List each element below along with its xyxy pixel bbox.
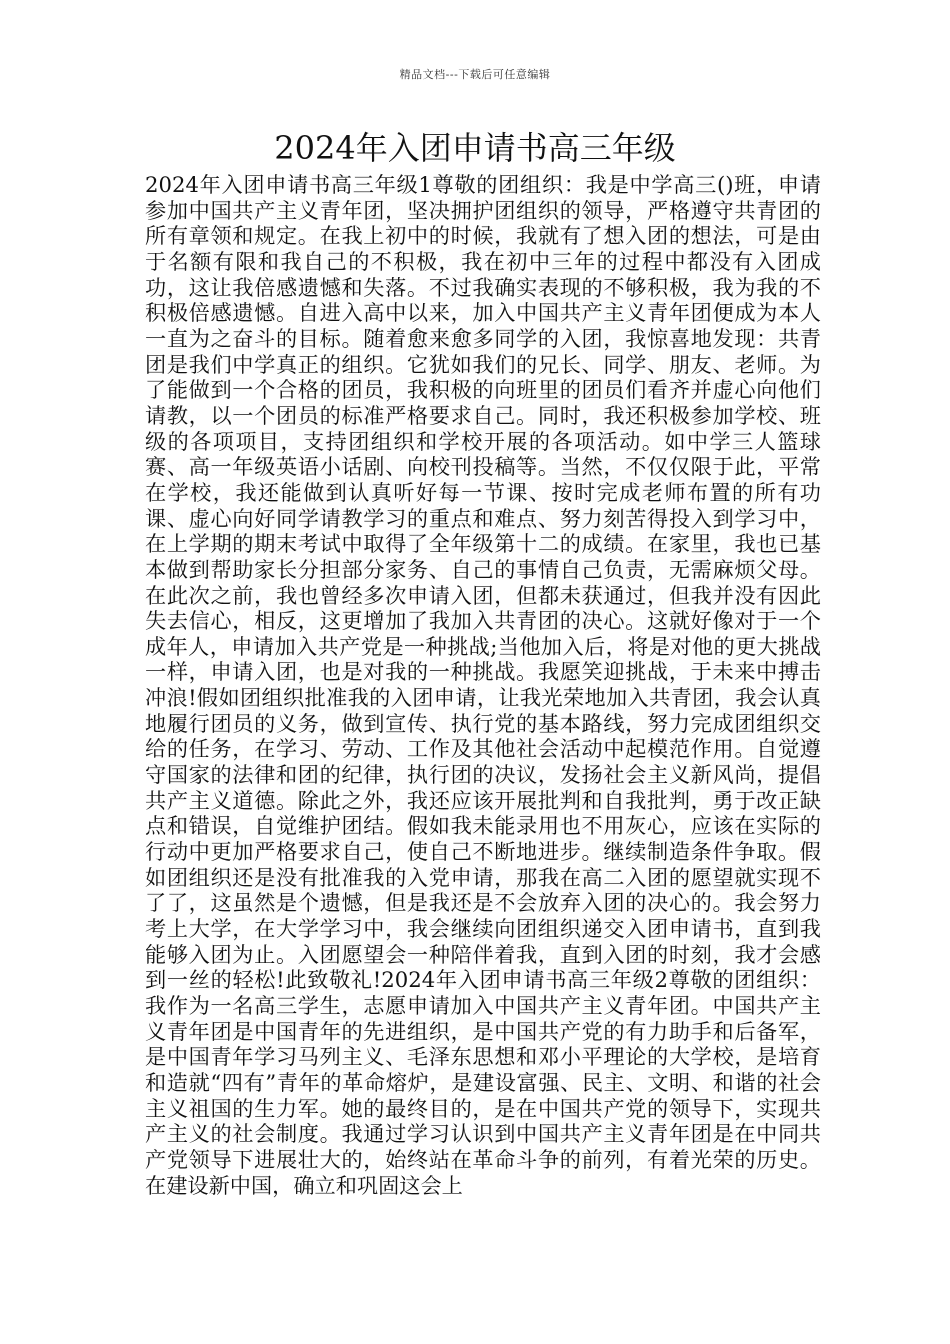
page-title: 2024年入团申请书高三年级 <box>274 129 676 167</box>
body-paragraph: 2024年入团申请书高三年级1尊敬的团组织：我是中学高三()班，申请参加中国共产主义青年团，坚决拥护团组织的领导，严格遵守共青团的所有章领和规定。在我上初中的时候，我就有了想入团的想法，可是由于名额有限和我自己的不积极，我在初中三年的过程中都没有入团成功，这让我倍感遗憾和失落。不过我确实表现的不够积极，我为我的不积极倍感遗憾。自进入高中以来，加入中国共产主义青年团便成为本人一直为之奋斗的目标。随着愈来愈多同学的入团，我惊喜地发现：共青团是我们中学真正的组织。它犹如我们的兄长、同学、朋友、老师。为了能做到一个合格的团员，我积极的向班里的团员们看齐并虚心向他们请教，以一个团员的标准严格要求自己。同时，我还积极参加学校、班级的各项项目，支持团组织和学校开展的各项活动。如中学三人篮球赛、高一年级英语小话剧、向校刊投稿等。当然，不仅仅限于此，平常在学校，我还能做到认真听好每一节课、按时完成老师布置的所有功课、虚心向好同学请教学习的重点和难点、努力刻苦得投入到学习中，在上学期的期末考试中取得了全年级第十二的成绩。在家里，我也已基本做到帮助家长分担部分家务、自己的事情自己负责，无需麻烦父母。在此次之前，我也曾经多次申请入团，但都未获通过，但我并没有因此失去信心，相反，这更增加了我加入共青团的决心。这就好像对于一个成年人，申请加入共产党是一种挑战;当他加入后，将是对他的更大挑战一样，申请入团，也是对我的一种挑战。我愿笑迎挑战，于未来中搏击冲浪!假如团组织批准我的入团申请，让我光荣地加入共青团，我会认真地履行团员的义务，做到宣传、执行党的基本路线，努力完成团组织交给的任务，在学习、劳动、工作及其他社会活动中起模范作用。自觉遵守国家的法律和团的纪律，执行团的决议，发扬社会主义新风尚，提倡共产主义道德。除此之外，我还应该开展批判和自我批判，勇于改正缺点和错误，自觉维护团结。假如我未能录用也不用灰心，应该在实际的行动中更加严格要求自己，使自己不断地进步。继续制造条件争取。假如团组织还是没有批准我的入党申请，那我在高二入团的愿望就实现不了了，这虽然是个遗憾，但是我还是不会放弃入团的决心的。我会努力考上大学，在大学学习中，我会继续向团组织递交入团申请书，直到我能够入团为止。入团愿望会一种陪伴着我，直到入团的时刻，我才会感到一丝的轻松!此致敬礼!2024年入团申请书高三年级2尊敬的团组织：我作为一名高三学生，志愿申请加入中国共产主义青年团。中国共产主义青年团是中国青年的先进组织，是中国共产党的有力助手和后备军，是中国青年学习马列主义、毛泽东思想和邓小平理论的大学校，是培育和造就“四有”青年的革命熔炉，是建设富强、民主、文明、和谐的社会主义祖国的生力军。她的最终目的，是在中国共产党的领导下，实现共产主义的社会制度。我通过学习认识到中国共产主义青年团是在中同共产党领导下进展壮大的，始终站在革命斗争的前列，有着光荣的历史。在建设新中国，确立和巩固这会上 <box>145 172 821 1198</box>
header-note: 精品文档---下载后可任意编辑 <box>399 68 551 81</box>
